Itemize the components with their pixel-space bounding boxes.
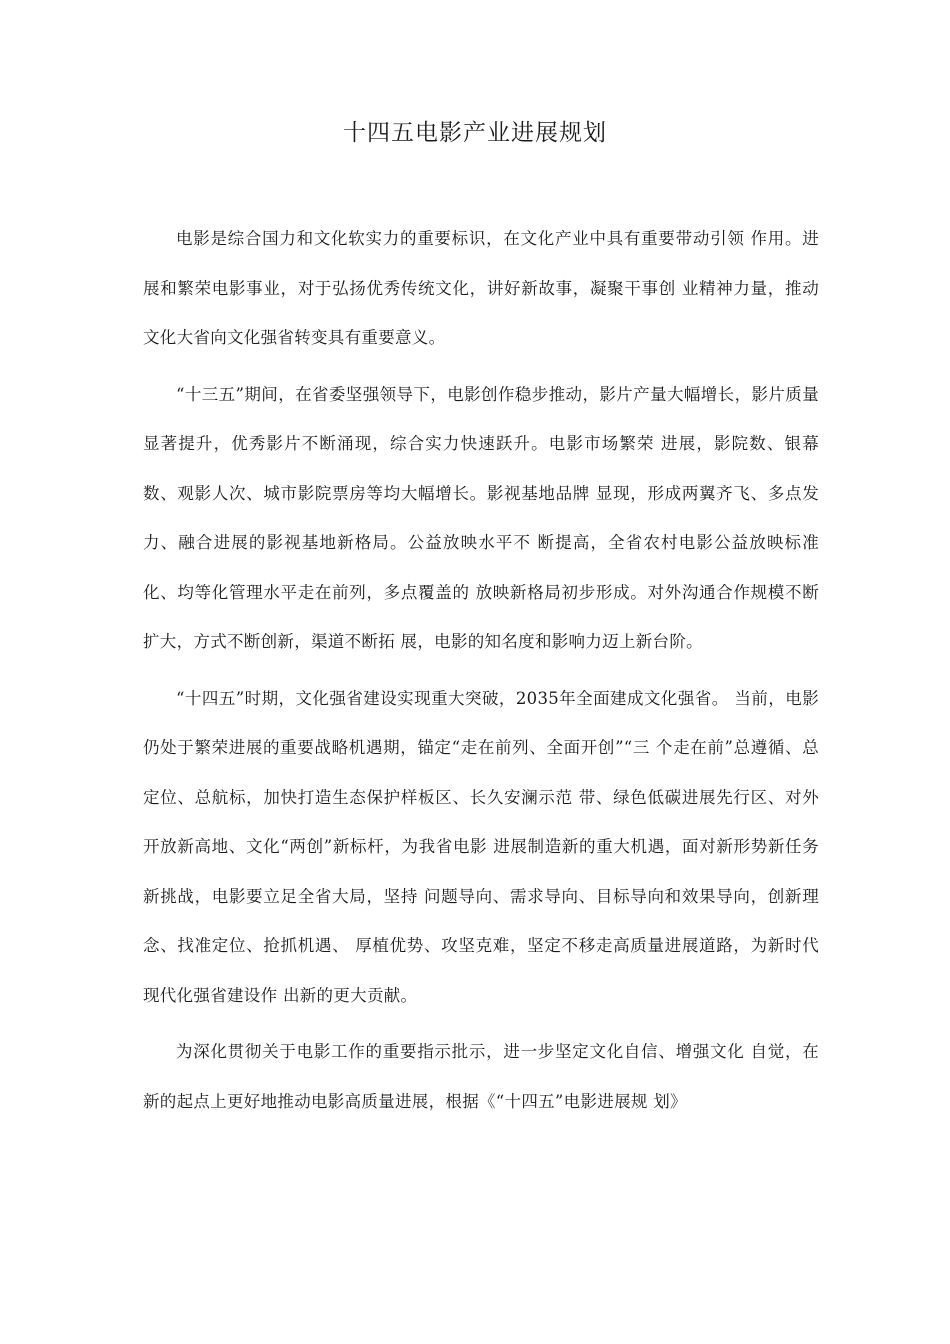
paragraph: “十三五”期间，在省委坚强领导下，电影创作稳步推动，影片产量大幅增长，影片质量显著提升，优秀影片不断涌现，综合实力快速跃升。电影市场繁荣 进展，影院数、银幕数、观影人次、城市影院票房等均大幅增长。影视基地品牌 显现，形成两翼齐飞、多点发力、融合进展的影视基地新格局。公益放映水平不 断提高，全省农村电影公益放映标准化、均等化管理水平走在前列，多点覆盖的 放映新格局初步形成。对外沟通合作规模不断扩大，方式不断创新，渠道不断拓 展，电影的知名度和影响力迈上新台阶。 [143,384,819,651]
document-body [143,214,819,1133]
paragraph: 电影是综合国力和文化软实力的重要标识，在文化产业中具有重要带动引领 作用。进展和繁荣电影事业，对于弘扬优秀传统文化，讲好新故事，凝聚干事创 业精神力量，推动文化大省向文化强省转变具有重要意义。 [143,229,819,347]
paragraph: “十四五”时期，文化强省建设实现重大突破，2035年全面建成文化强省。 当前，电影仍处于繁荣进展的重要战略机遇期，锚定“走在前列、全面开创”“三 个走在前”总遵循、总定位、总航标，加快打造生态保护样板区、长久安澜示范 带、绿色低碳进展先行区、对外开放新高地、文化“两创”新标杆，为我省电影 进展制造新的重大机遇，面对新形势新任务新挑战，电影要立足全省大局，坚持 问题导向、需求导向、目标导向和效果导向，创新理念、找准定位、抢抓机遇、 厚植优势、攻坚克难，坚定不移走高质量进展道路，为新时代现代化强省建设作 出新的更大贡献。 [143,688,819,1005]
paragraph: 为深化贯彻关于电影工作的重要指示批示，进一步坚定文化自信、增强文化 自觉，在新的起点上更好地推动电影高质量进展，根据《“十四五”电影进展规 划》 [143,1042,819,1111]
document-title: 十四五电影产业进展规划 [343,120,607,146]
